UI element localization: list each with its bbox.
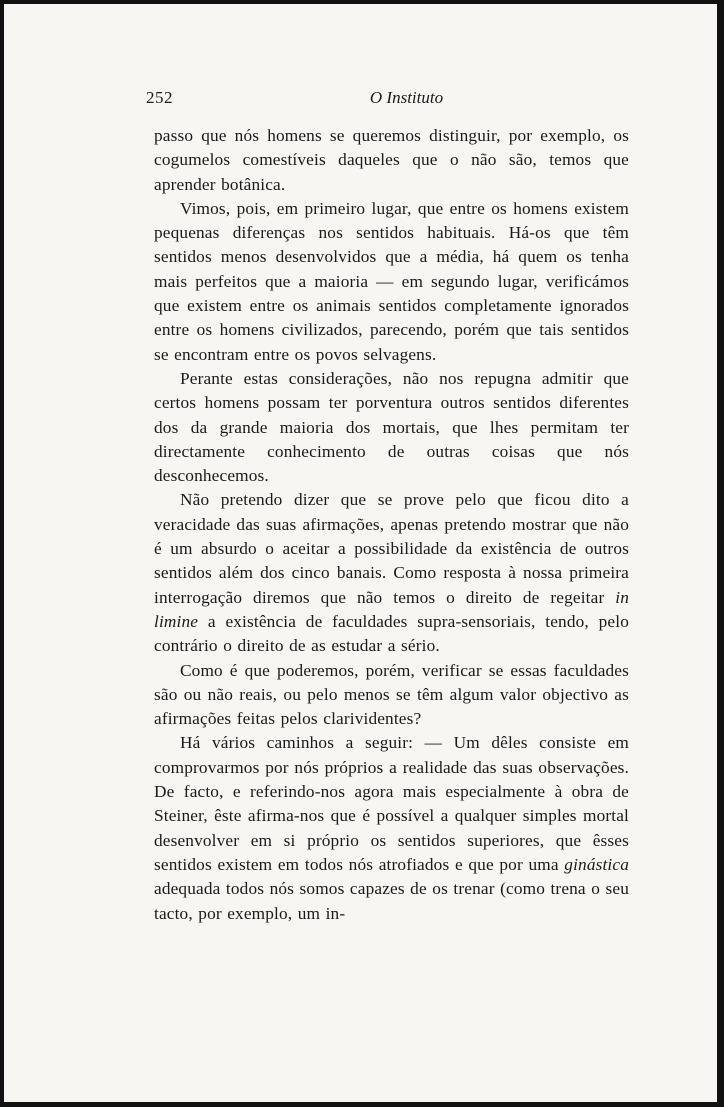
paragraph-5: Como é que poderemos, porém, verificar se essas faculdades são ou não reais, ou pelo menos se têm algum valor objectivo as afirmações feitas pelos clarividentes? [154, 660, 629, 729]
running-head [146, 80, 629, 114]
paragraph-6-text-b: adequada todos nós somos capazes de os trenar (como trena o seu tacto, por exemplo, um in- [154, 879, 629, 923]
paragraph-1: passo que nós homens se queremos distinguir, por exemplo, os cogumelos comestíveis daqueles que o não são, temos que aprender botânica. [154, 126, 629, 194]
body-text [154, 124, 629, 926]
running-title: O Instituto [369, 88, 444, 107]
paragraph-2: Vimos, pois, em primeiro lugar, que entre os homens existem pequenas diferenças nos sentidos habituais. Há-os que têm sentidos menos desenvolvidos que a média, há quem os tenha mais perfeitos que a maioria — em segundo lugar, verificámos que existem entre os animais sentidos completamente ignorados entre os homens civilizados, parecendo, porém que tais sentidos se encontram entre os povos selvagens. [154, 198, 629, 364]
paragraph-4 [154, 488, 629, 658]
page-number: 252 [146, 88, 173, 107]
paragraph-4-italic: in limine [154, 587, 629, 631]
paragraph-4-text-b: a existência de faculdades supra-sensoriais, tendo, pelo contrário o direito de as estudar a sério. [154, 611, 629, 656]
paragraph-4-text-a: Não pretendo dizer que se prove pelo que ficou dito a veracidade das suas afirmações, apenas pretendo mostrar que não é um absurdo o aceitar a possibilidade da existência de outros sentidos além dos cinco banais. Como resposta à nossa primeira interrogação diremos que não temos o direito de regeitar [154, 490, 629, 607]
page-content [146, 80, 629, 926]
paragraph-3: Perante estas considerações, não nos repugna admitir que certos homens possam ter porventura outros sentidos diferentes dos da grande maioria dos mortais, que lhes permitam ter directamente conhecimento de outras coisas que nós desconhecemos. [154, 368, 629, 486]
paragraph-6-italic: ginástica [564, 854, 629, 874]
paragraph-6 [154, 731, 629, 925]
paragraph-6-text-a: Há vários caminhos a seguir: — Um dêles consiste em comprovarmos por nós próprios a realidade das suas observações. De facto, e referindo-nos agora mais especialmente à obra de Steiner, êste afirma-nos que é possível a qualquer simples mortal desenvolver em si próprio os sentidos superiores, que êsses sentidos existem em todos nós atrofiados e que por uma [154, 733, 629, 874]
